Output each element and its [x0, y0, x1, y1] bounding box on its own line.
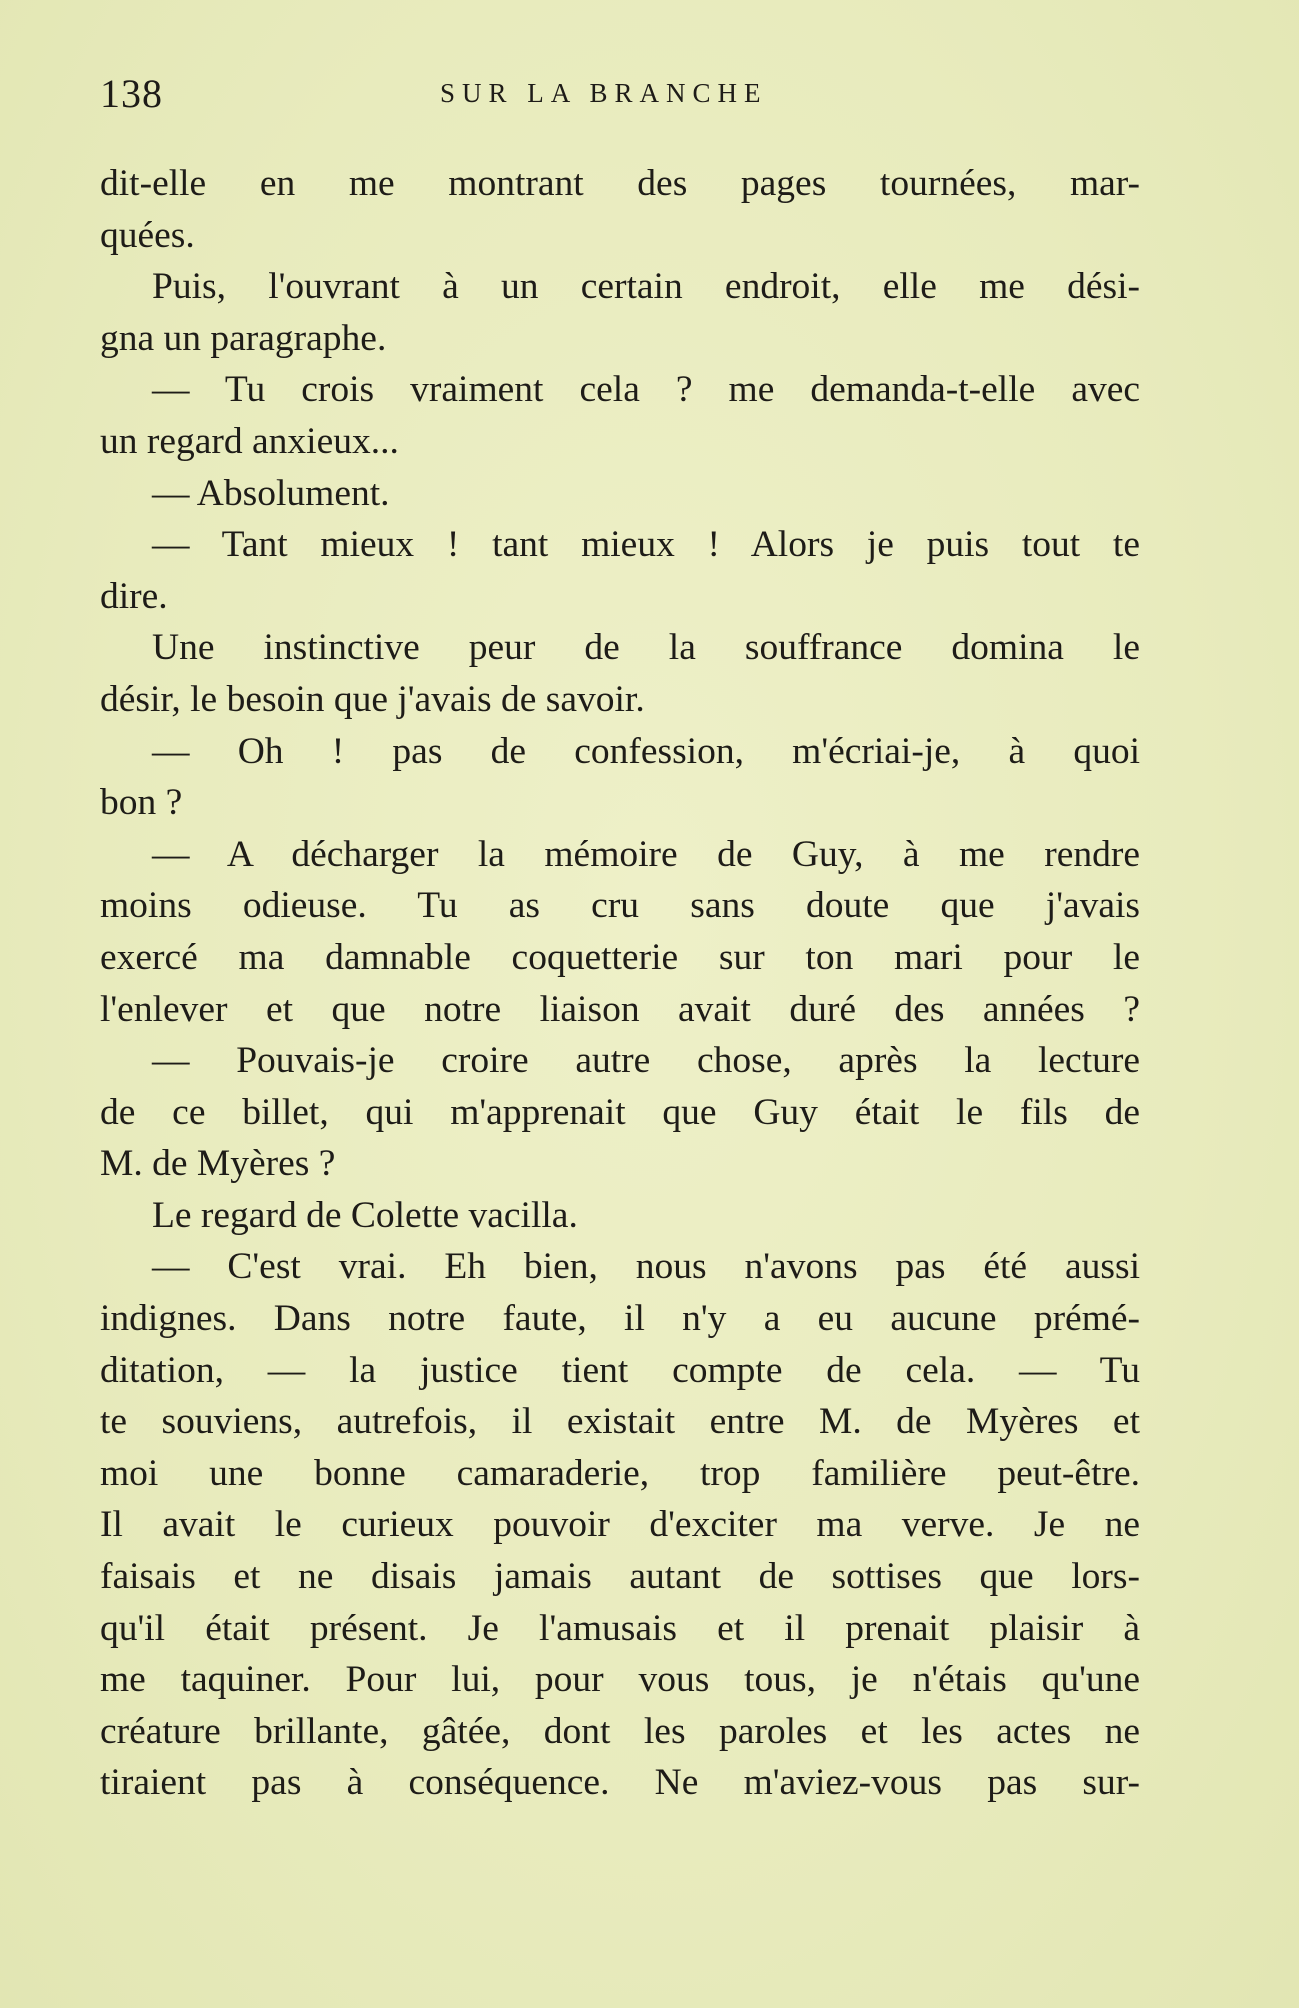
- text-line: un regard anxieux...: [100, 420, 399, 462]
- text-line: Le regard de Colette vacilla.: [152, 1194, 578, 1236]
- text-line: faisais et ne disais jamais autant de sottises que lors-: [100, 1556, 1140, 1598]
- text-line: dire.: [100, 575, 168, 617]
- text-line: quées.: [100, 214, 195, 256]
- running-title: SUR LA BRANCHE: [440, 78, 768, 108]
- text-line: — Oh ! pas de confession, m'écriai-je, à quoi: [152, 730, 1140, 772]
- text-line: tiraient pas à conséquence. Ne m'aviez-vous pas sur-: [100, 1762, 1140, 1804]
- text-line: désir, le besoin que j'avais de savoir.: [100, 678, 645, 720]
- text-line: ditation, — la justice tient compte de cela. — Tu: [100, 1349, 1140, 1391]
- text-line: gna un paragraphe.: [100, 317, 387, 359]
- page-number: 138: [100, 71, 163, 116]
- text-line: dit-elle en me montrant des pages tournées, mar-: [100, 163, 1140, 204]
- text-line: créature brillante, gâtée, dont les paroles et les actes ne: [100, 1710, 1140, 1752]
- text-line: — C'est vrai. Eh bien, nous n'avons pas été aussi: [152, 1246, 1140, 1288]
- text-line: Il avait le curieux pouvoir d'exciter ma verve. Je ne: [100, 1504, 1140, 1546]
- text-line: M. de Myères ?: [100, 1143, 336, 1185]
- text-line: moins odieuse. Tu as cru sans doute que j'avais: [100, 885, 1140, 927]
- text-line: — Pouvais-je croire autre chose, après la lecture: [152, 1040, 1140, 1082]
- text-line: l'enlever et que notre liaison avait duré des années ?: [100, 988, 1140, 1030]
- text-line: Une instinctive peur de la souffrance domina le: [152, 627, 1140, 669]
- text-line: — A décharger la mémoire de Guy, à me rendre: [152, 833, 1140, 875]
- text-line: — Tu crois vraiment cela ? me demanda-t-elle avec: [152, 369, 1140, 411]
- text-line: te souviens, autrefois, il existait entre M. de Myères et: [100, 1401, 1140, 1443]
- text-line: Puis, l'ouvrant à un certain endroit, elle me dési-: [152, 266, 1140, 308]
- body-text: [100, 158, 1140, 1809]
- text-line: — Tant mieux ! tant mieux ! Alors je puis tout te: [152, 524, 1140, 566]
- text-line: indignes. Dans notre faute, il n'y a eu aucune prémé-: [100, 1298, 1140, 1340]
- text-line: de ce billet, qui m'apprenait que Guy était le fils de: [100, 1091, 1140, 1133]
- text-line: exercé ma damnable coquetterie sur ton mari pour le: [100, 936, 1140, 978]
- text-line: me taquiner. Pour lui, pour vous tous, je n'étais qu'une: [100, 1659, 1140, 1701]
- page-header: [100, 70, 1139, 120]
- text-line: qu'il était présent. Je l'amusais et il prenait plaisir à: [100, 1607, 1140, 1649]
- text-line: bon ?: [100, 782, 183, 824]
- text-line: moi une bonne camaraderie, trop familière peut-être.: [100, 1452, 1140, 1494]
- text-line: — Absolument.: [152, 472, 390, 514]
